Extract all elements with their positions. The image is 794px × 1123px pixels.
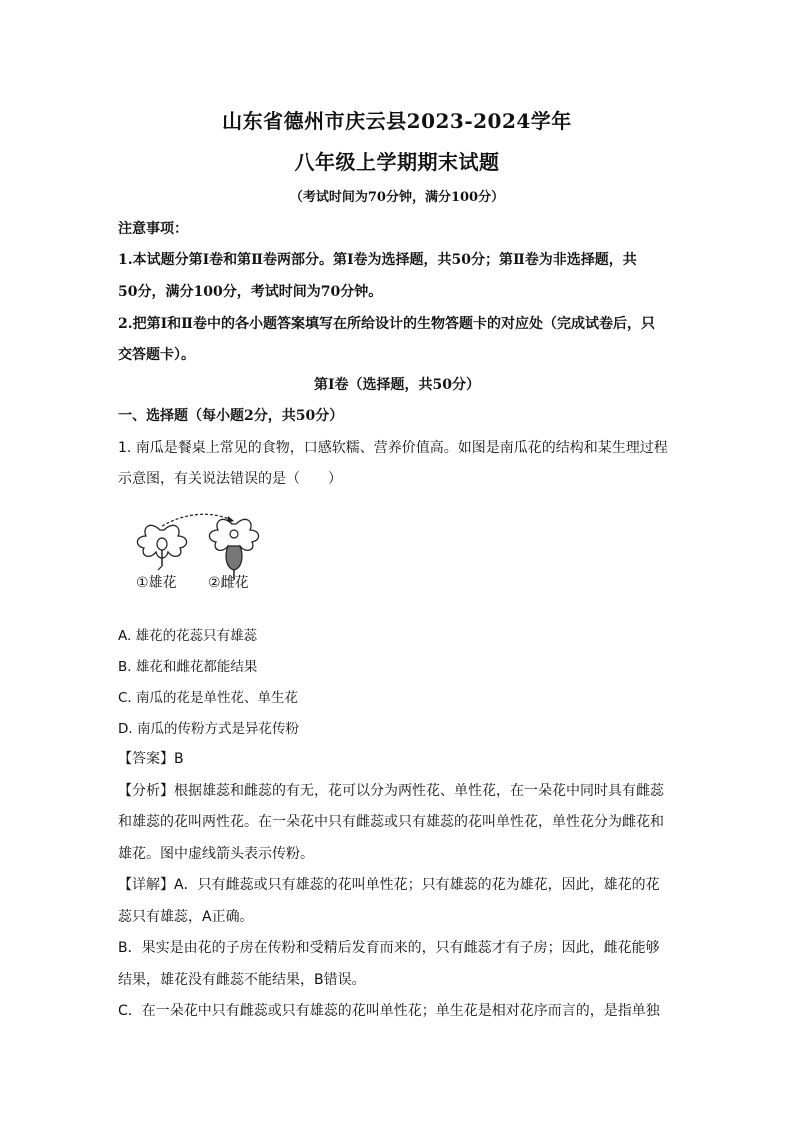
notice-line-4: 交答题卡）。: [118, 347, 195, 363]
analysis-line-1: 【分析】根据雄蕊和雌蕊的有无，花可以分为两性花、单性花，在一朵花中同时具有雌蕊: [118, 783, 664, 799]
question-stem-line-2: 示意图，有关说法错误的是（ ）: [118, 471, 342, 487]
detail-line-5: C．在一朵花中只有雌蕊或只有雄蕊的花叫单性花；单生花是相对花序而言的，是指单独: [118, 1003, 660, 1019]
exam-subtitle: （考试时间为70分钟，满分100分）: [289, 190, 505, 205]
notice-line-2: 50分，满分100分，考试时间为70分钟。: [118, 284, 383, 300]
section-heading: 一、选择题（每小题2分，共50分）: [118, 408, 344, 424]
detail-line-3: B．果实是由花的子房在传粉和受精后发育而来的，只有雌蕊才有子房；因此，雌花能够: [118, 940, 660, 956]
part-title: 第Ⅰ卷（选择题，共50分）: [313, 377, 481, 393]
option-b: B. 雄花和雌花都能结果: [118, 659, 258, 675]
detail-line-2: 蕊只有雄蕊，A正确。: [118, 909, 254, 925]
detail-line-4: 结果，雄花没有雌蕊不能结果，B错误。: [118, 972, 366, 988]
female-flower-icon: [209, 519, 258, 580]
analysis-line-2: 和雄蕊的花叫两性花。在一朵花中只有雌蕊或只有雄蕊的花叫单性花，单性花分为雌花和: [118, 814, 664, 830]
question-stem-line-1: 1. 南瓜是餐桌上常见的食物，口感软糯、营养价值高。如图是南瓜花的结构和某生理过程: [118, 440, 668, 456]
analysis-line-3: 雄花。图中虚线箭头表示传粉。: [118, 846, 314, 862]
option-d: D. 南瓜的传粉方式是异花传粉: [118, 721, 299, 737]
option-a: A. 雄花的花蕊只有雄蕊: [118, 628, 258, 644]
notice-heading: 注意事项：: [118, 221, 188, 237]
male-flower-icon: [137, 525, 186, 570]
option-c: C. 南瓜的花是单性花、单生花: [118, 690, 299, 706]
notice-line-1: 1.本试题分第Ⅰ卷和第Ⅱ卷两部分。第Ⅰ卷为选择题，共50分；第Ⅱ卷为非选择题，共: [118, 252, 637, 268]
figure-label-male: ①雄花: [136, 575, 177, 591]
answer-line: 【答案】B: [118, 751, 184, 767]
exam-title-line1: 山东省德州市庆云县2023-2024学年: [222, 109, 572, 133]
exam-title-line2: 八年级上学期期末试题: [294, 150, 500, 174]
figure-label-female: ②雌花: [208, 575, 249, 591]
notice-line-3: 2.把第Ⅰ和Ⅱ卷中的各小题答案填写在所给设计的生物答题卡的对应处（完成试卷后，只: [118, 316, 655, 332]
detail-line-1: 【详解】A．只有雌蕊或只有雄蕊的花叫单性花；只有雄蕊的花为雄花，因此，雄花的花: [118, 877, 660, 893]
